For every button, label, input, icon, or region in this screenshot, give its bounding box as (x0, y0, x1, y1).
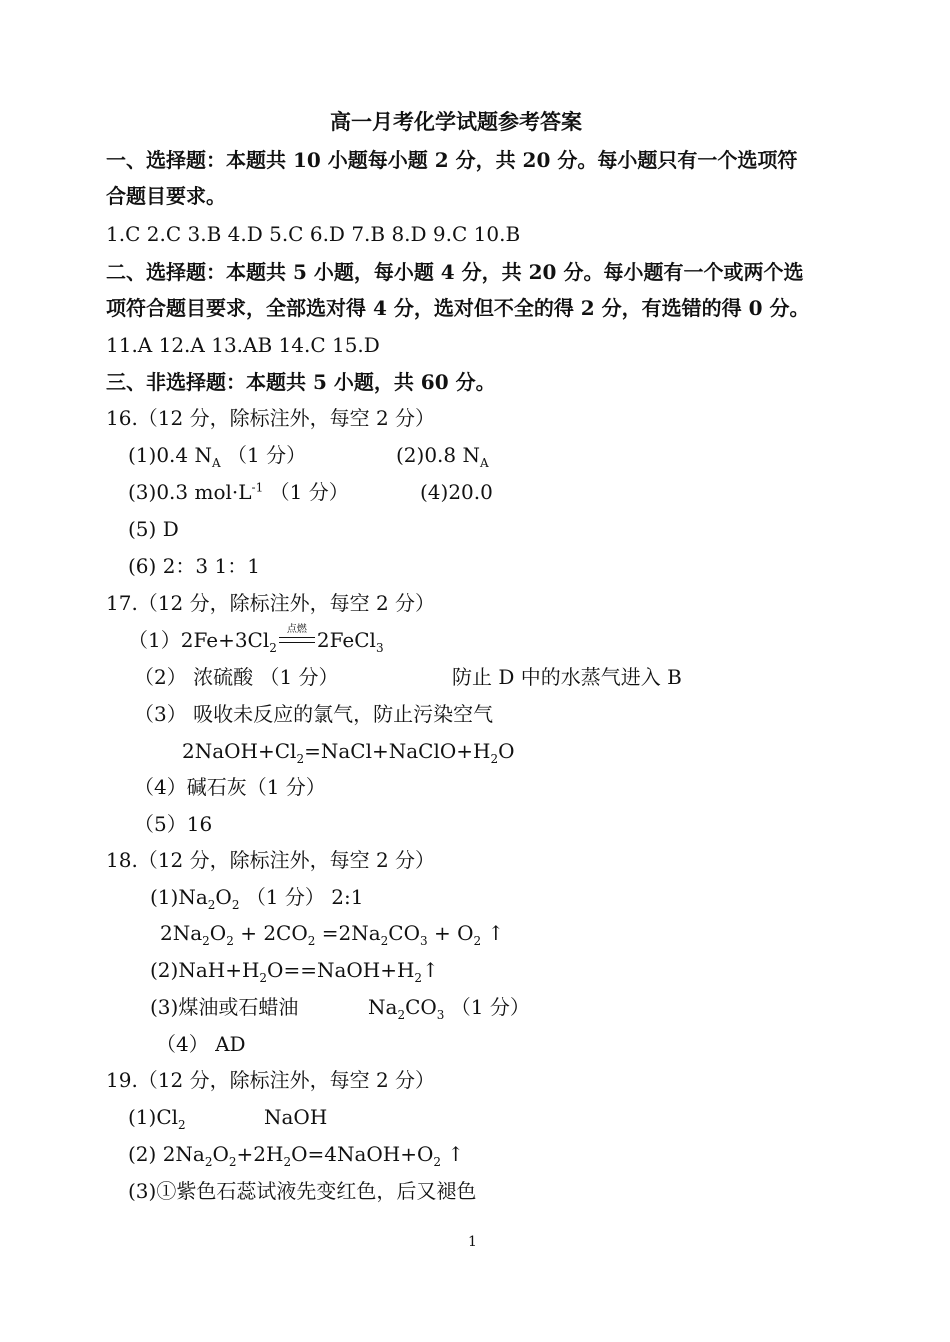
section3-header: 三、非选择题：本题共 5 小题，共 60 分。 (106, 370, 496, 394)
q17-answer-2-right: 防止 D 中的水蒸气进入 B (452, 665, 682, 689)
q19-answer-1: $(1)Cl_2$ (128, 1105, 186, 1132)
q18-answer-3-left: (3)煤油或石蜡油 (150, 995, 299, 1019)
section1-line2: 合题目要求。 (106, 184, 226, 208)
section1-answers: 1.C 2.C 3.B 4.D 5.C 6.D 7.B 8.D 9.C 10.B (106, 222, 521, 246)
q17-header: 17.（12 分，除标注外，每空 2 分） (106, 591, 436, 615)
q17-answer-1: $(1)2Fe+3Cl_2$ 点燃 2FeCl$_3$ (128, 624, 384, 655)
section2-line2: 项符合题目要求，全部选对得 4 分，选对但不全的得 2 分，有选错的得 0 分。 (106, 296, 810, 320)
section2-line1: 二、选择题：本题共 5 小题，每小题 4 分，共 20 分。每小题有一个或两个选 (106, 260, 804, 284)
q18-equation-1: $2Na_2O_2 + 2CO_2 =2Na_2CO_3 + O_2$ ↑ (160, 921, 505, 948)
q16-answer-3: (3)0.3 $mol\cdot L^{-1}$ （1 分） (128, 480, 349, 504)
q16-header: 16.（12 分，除标注外，每空 2 分） (106, 406, 436, 430)
q19-answer-3: (3)①紫色石蕊试液先变红色，后又褪色 (128, 1179, 477, 1203)
q16-answer-1: (1)0.4 $N_A$ （1 分） (128, 443, 307, 470)
q18-header: 18.（12 分，除标注外，每空 2 分） (106, 848, 436, 872)
q18-answer-3-right: $Na_2CO_3$ （1 分） (368, 995, 530, 1022)
q16-answer-4: (4)20.0 (420, 480, 493, 504)
q19-answer-2: (2) $2Na_2O_2+2H_2O=4NaOH+O_2$ ↑ (128, 1142, 465, 1169)
q16-answer-5: (5) D (128, 517, 179, 541)
q17-answer-5: （5）16 (134, 812, 213, 836)
q18-answer-1: $(1)Na_2O_2$ （1 分） 2:1 (150, 885, 364, 912)
q19-answer-1-b: NaOH (264, 1105, 328, 1129)
section2-answers: 11.A 12.A 13.AB 14.C 15.D (106, 333, 380, 357)
section1-line1: 一、选择题：本题共 10 小题每小题 2 分，共 20 分。每小题只有一个选项符 (106, 148, 798, 172)
reaction-condition-arrow: 点燃 (279, 628, 315, 652)
q19-header: 19.（12 分，除标注外，每空 2 分） (106, 1068, 436, 1092)
q17-answer-4: （4）碱石灰（1 分） (134, 775, 326, 799)
page-number: 1 (468, 1234, 477, 1250)
q17-answer-3: （3） 吸收未反应的氯气，防止污染空气 (134, 702, 494, 726)
q17-answer-2-left: （2） 浓硫酸 （1 分） (134, 665, 339, 689)
page-title: 高一月考化学试题参考答案 (330, 109, 582, 134)
q16-answer-2: (2)0.8 $N_A$ (396, 443, 489, 470)
q18-answer-4: （4） AD (156, 1032, 246, 1056)
q18-answer-2: $(2)NaH+H_2O==NaOH+H_2↑$ (150, 958, 439, 985)
q17-answer-3-equation: $2NaOH+Cl_2=NaCl+NaClO+H_2O$ (182, 739, 515, 766)
q16-answer-6: (6) 2：3 1：1 (128, 554, 260, 578)
